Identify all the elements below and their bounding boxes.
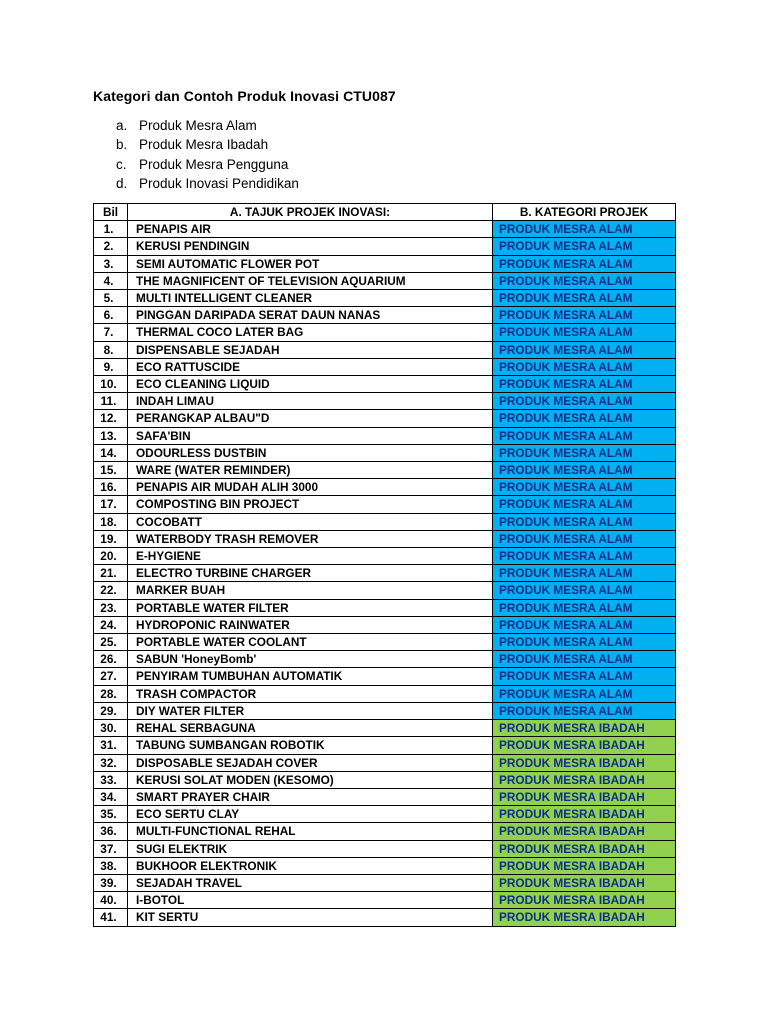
- table-row: [94, 496, 676, 513]
- project-title: MULTI-FUNCTIONAL REHAL: [128, 823, 493, 840]
- project-title: PENAPIS AIR: [128, 221, 493, 238]
- row-number: 14.: [94, 444, 128, 461]
- row-number: 29.: [94, 702, 128, 719]
- project-category: PRODUK MESRA ALAM: [493, 255, 676, 272]
- project-title: I-BOTOL: [128, 892, 493, 909]
- project-title: ECO CLEANING LIQUID: [128, 376, 493, 393]
- project-title: ELECTRO TURBINE CHARGER: [128, 565, 493, 582]
- project-title: SABUN 'HoneyBomb': [128, 651, 493, 668]
- table-row: [94, 462, 676, 479]
- table-row: [94, 548, 676, 565]
- project-category: PRODUK MESRA IBADAH: [493, 892, 676, 909]
- row-number: 31.: [94, 737, 128, 754]
- project-category: PRODUK MESRA IBADAH: [493, 909, 676, 926]
- category-label: Produk Mesra Pengguna: [139, 156, 289, 172]
- project-category: PRODUK MESRA ALAM: [493, 599, 676, 616]
- project-category: PRODUK MESRA ALAM: [493, 616, 676, 633]
- table-row: [94, 685, 676, 702]
- project-title: BUKHOOR ELEKTRONIK: [128, 857, 493, 874]
- row-number: 34.: [94, 788, 128, 805]
- project-title: REHAL SERBAGUNA: [128, 720, 493, 737]
- row-number: 7.: [94, 324, 128, 341]
- project-category: PRODUK MESRA ALAM: [493, 410, 676, 427]
- row-number: 40.: [94, 892, 128, 909]
- table-row: [94, 840, 676, 857]
- document-title: Kategori dan Contoh Produk Inovasi CTU087: [93, 88, 396, 104]
- project-category: PRODUK MESRA ALAM: [493, 393, 676, 410]
- project-category: PRODUK MESRA ALAM: [493, 634, 676, 651]
- row-number: 16.: [94, 479, 128, 496]
- project-title: PORTABLE WATER COOLANT: [128, 634, 493, 651]
- project-category: PRODUK MESRA ALAM: [493, 685, 676, 702]
- project-category: PRODUK MESRA ALAM: [493, 513, 676, 530]
- row-number: 1.: [94, 221, 128, 238]
- project-category: PRODUK MESRA ALAM: [493, 496, 676, 513]
- project-title: INDAH LIMAU: [128, 393, 493, 410]
- table-row: [94, 565, 676, 582]
- project-category: PRODUK MESRA IBADAH: [493, 857, 676, 874]
- project-title: ECO SERTU CLAY: [128, 806, 493, 823]
- row-number: 10.: [94, 376, 128, 393]
- project-category: PRODUK MESRA IBADAH: [493, 840, 676, 857]
- category-label: Produk Mesra Ibadah: [139, 137, 269, 153]
- project-category: PRODUK MESRA ALAM: [493, 272, 676, 289]
- project-category: PRODUK MESRA ALAM: [493, 565, 676, 582]
- table-row: [94, 307, 676, 324]
- table-row: [94, 771, 676, 788]
- category-list: [116, 116, 299, 193]
- project-category: PRODUK MESRA IBADAH: [493, 874, 676, 891]
- table-row: [94, 479, 676, 496]
- table-row: [94, 530, 676, 547]
- table-row: [94, 634, 676, 651]
- project-category: PRODUK MESRA ALAM: [493, 221, 676, 238]
- table-row: [94, 238, 676, 255]
- table-row: [94, 651, 676, 668]
- project-category: PRODUK MESRA ALAM: [493, 238, 676, 255]
- project-title: TRASH COMPACTOR: [128, 685, 493, 702]
- project-category: PRODUK MESRA ALAM: [493, 290, 676, 307]
- row-number: 8.: [94, 341, 128, 358]
- table-row: [94, 513, 676, 530]
- row-number: 9.: [94, 358, 128, 375]
- project-title: ECO RATTUSCIDE: [128, 358, 493, 375]
- row-number: 15.: [94, 462, 128, 479]
- project-title: MARKER BUAH: [128, 582, 493, 599]
- table-row: [94, 255, 676, 272]
- project-category: PRODUK MESRA ALAM: [493, 307, 676, 324]
- project-title: E-HYGIENE: [128, 548, 493, 565]
- project-title: WARE (WATER REMINDER): [128, 462, 493, 479]
- project-title: COCOBATT: [128, 513, 493, 530]
- project-title: WATERBODY TRASH REMOVER: [128, 530, 493, 547]
- project-title: PERANGKAP ALBAU"D: [128, 410, 493, 427]
- table-row: [94, 737, 676, 754]
- project-title: SUGI ELEKTRIK: [128, 840, 493, 857]
- row-number: 25.: [94, 634, 128, 651]
- row-number: 36.: [94, 823, 128, 840]
- project-category: PRODUK MESRA IBADAH: [493, 806, 676, 823]
- row-number: 22.: [94, 582, 128, 599]
- row-number: 39.: [94, 874, 128, 891]
- table-row: [94, 616, 676, 633]
- project-title: ODOURLESS DUSTBIN: [128, 444, 493, 461]
- row-number: 27.: [94, 668, 128, 685]
- row-number: 24.: [94, 616, 128, 633]
- table-row: [94, 754, 676, 771]
- project-category: PRODUK MESRA ALAM: [493, 324, 676, 341]
- project-title: SEMI AUTOMATIC FLOWER POT: [128, 255, 493, 272]
- category-list-item: [116, 116, 299, 135]
- project-category: PRODUK MESRA ALAM: [493, 358, 676, 375]
- table-row: [94, 806, 676, 823]
- project-title: KIT SERTU: [128, 909, 493, 926]
- table-row: [94, 668, 676, 685]
- project-title: PENAPIS AIR MUDAH ALIH 3000: [128, 479, 493, 496]
- table-row: [94, 272, 676, 289]
- project-category: PRODUK MESRA IBADAH: [493, 771, 676, 788]
- project-title: COMPOSTING BIN PROJECT: [128, 496, 493, 513]
- project-title: TABUNG SUMBANGAN ROBOTIK: [128, 737, 493, 754]
- category-letter: c.: [116, 156, 127, 172]
- category-letter: b.: [116, 137, 128, 153]
- table-row: [94, 376, 676, 393]
- table-row: [94, 324, 676, 341]
- table-row: [94, 599, 676, 616]
- row-number: 17.: [94, 496, 128, 513]
- row-number: 2.: [94, 238, 128, 255]
- row-number: 20.: [94, 548, 128, 565]
- table-row: [94, 358, 676, 375]
- project-category: PRODUK MESRA ALAM: [493, 668, 676, 685]
- row-number: 35.: [94, 806, 128, 823]
- row-number: 6.: [94, 307, 128, 324]
- row-number: 37.: [94, 840, 128, 857]
- project-category: PRODUK MESRA ALAM: [493, 462, 676, 479]
- project-category: PRODUK MESRA ALAM: [493, 341, 676, 358]
- project-title: DISPENSABLE SEJADAH: [128, 341, 493, 358]
- project-category: PRODUK MESRA ALAM: [493, 651, 676, 668]
- header-bil: Bil: [94, 204, 128, 221]
- row-number: 12.: [94, 410, 128, 427]
- category-letter: a.: [116, 118, 128, 133]
- project-category: PRODUK MESRA IBADAH: [493, 737, 676, 754]
- table-row: [94, 720, 676, 737]
- project-title: SAFA'BIN: [128, 427, 493, 444]
- project-category: PRODUK MESRA IBADAH: [493, 788, 676, 805]
- table-row: [94, 427, 676, 444]
- project-title: KERUSI SOLAT MODEN (KESOMO): [128, 771, 493, 788]
- row-number: 26.: [94, 651, 128, 668]
- project-category: PRODUK MESRA IBADAH: [493, 720, 676, 737]
- project-title: SMART PRAYER CHAIR: [128, 788, 493, 805]
- project-category: PRODUK MESRA ALAM: [493, 702, 676, 719]
- row-number: 18.: [94, 513, 128, 530]
- project-title: THE MAGNIFICENT OF TELEVISION AQUARIUM: [128, 272, 493, 289]
- project-table: [93, 203, 676, 927]
- table-row: [94, 221, 676, 238]
- table-row: [94, 341, 676, 358]
- project-title: PORTABLE WATER FILTER: [128, 599, 493, 616]
- table-row: [94, 857, 676, 874]
- row-number: 21.: [94, 565, 128, 582]
- project-title: SEJADAH TRAVEL: [128, 874, 493, 891]
- row-number: 30.: [94, 720, 128, 737]
- row-number: 33.: [94, 771, 128, 788]
- table-row: [94, 823, 676, 840]
- project-category: PRODUK MESRA ALAM: [493, 530, 676, 547]
- row-number: 32.: [94, 754, 128, 771]
- table-body: [94, 221, 676, 926]
- row-number: 4.: [94, 272, 128, 289]
- project-category: PRODUK MESRA ALAM: [493, 376, 676, 393]
- table-row: [94, 788, 676, 805]
- row-number: 28.: [94, 685, 128, 702]
- table-row: [94, 702, 676, 719]
- category-list-item: [116, 135, 299, 154]
- project-category: PRODUK MESRA ALAM: [493, 427, 676, 444]
- header-project-title: A. TAJUK PROJEK INOVASI:: [128, 204, 493, 221]
- project-title: DIY WATER FILTER: [128, 702, 493, 719]
- table-row: [94, 582, 676, 599]
- category-list-item: [116, 174, 299, 193]
- project-category: PRODUK MESRA ALAM: [493, 582, 676, 599]
- table-row: [94, 290, 676, 307]
- project-title: DISPOSABLE SEJADAH COVER: [128, 754, 493, 771]
- table-row: [94, 444, 676, 461]
- table-row: [94, 410, 676, 427]
- project-category: PRODUK MESRA ALAM: [493, 548, 676, 565]
- row-number: 13.: [94, 427, 128, 444]
- row-number: 41.: [94, 909, 128, 926]
- category-list-item: [116, 155, 299, 174]
- project-title: PINGGAN DARIPADA SERAT DAUN NANAS: [128, 307, 493, 324]
- row-number: 38.: [94, 857, 128, 874]
- project-title: HYDROPONIC RAINWATER: [128, 616, 493, 633]
- table-row: [94, 892, 676, 909]
- project-title: THERMAL COCO LATER BAG: [128, 324, 493, 341]
- header-project-category: B. KATEGORI PROJEK: [493, 204, 676, 221]
- project-title: PENYIRAM TUMBUHAN AUTOMATIK: [128, 668, 493, 685]
- row-number: 19.: [94, 530, 128, 547]
- row-number: 11.: [94, 393, 128, 410]
- table-header-row: [94, 204, 676, 221]
- row-number: 23.: [94, 599, 128, 616]
- project-category: PRODUK MESRA IBADAH: [493, 823, 676, 840]
- table-row: [94, 874, 676, 891]
- category-label: Produk Inovasi Pendidikan: [139, 175, 299, 191]
- project-category: PRODUK MESRA ALAM: [493, 444, 676, 461]
- row-number: 3.: [94, 255, 128, 272]
- category-label: Produk Mesra Alam: [139, 118, 257, 133]
- row-number: 5.: [94, 290, 128, 307]
- project-title: KERUSI PENDINGIN: [128, 238, 493, 255]
- project-category: PRODUK MESRA IBADAH: [493, 754, 676, 771]
- category-letter: d.: [116, 175, 128, 191]
- project-category: PRODUK MESRA ALAM: [493, 479, 676, 496]
- table-row: [94, 909, 676, 926]
- table-row: [94, 393, 676, 410]
- project-title: MULTI INTELLIGENT CLEANER: [128, 290, 493, 307]
